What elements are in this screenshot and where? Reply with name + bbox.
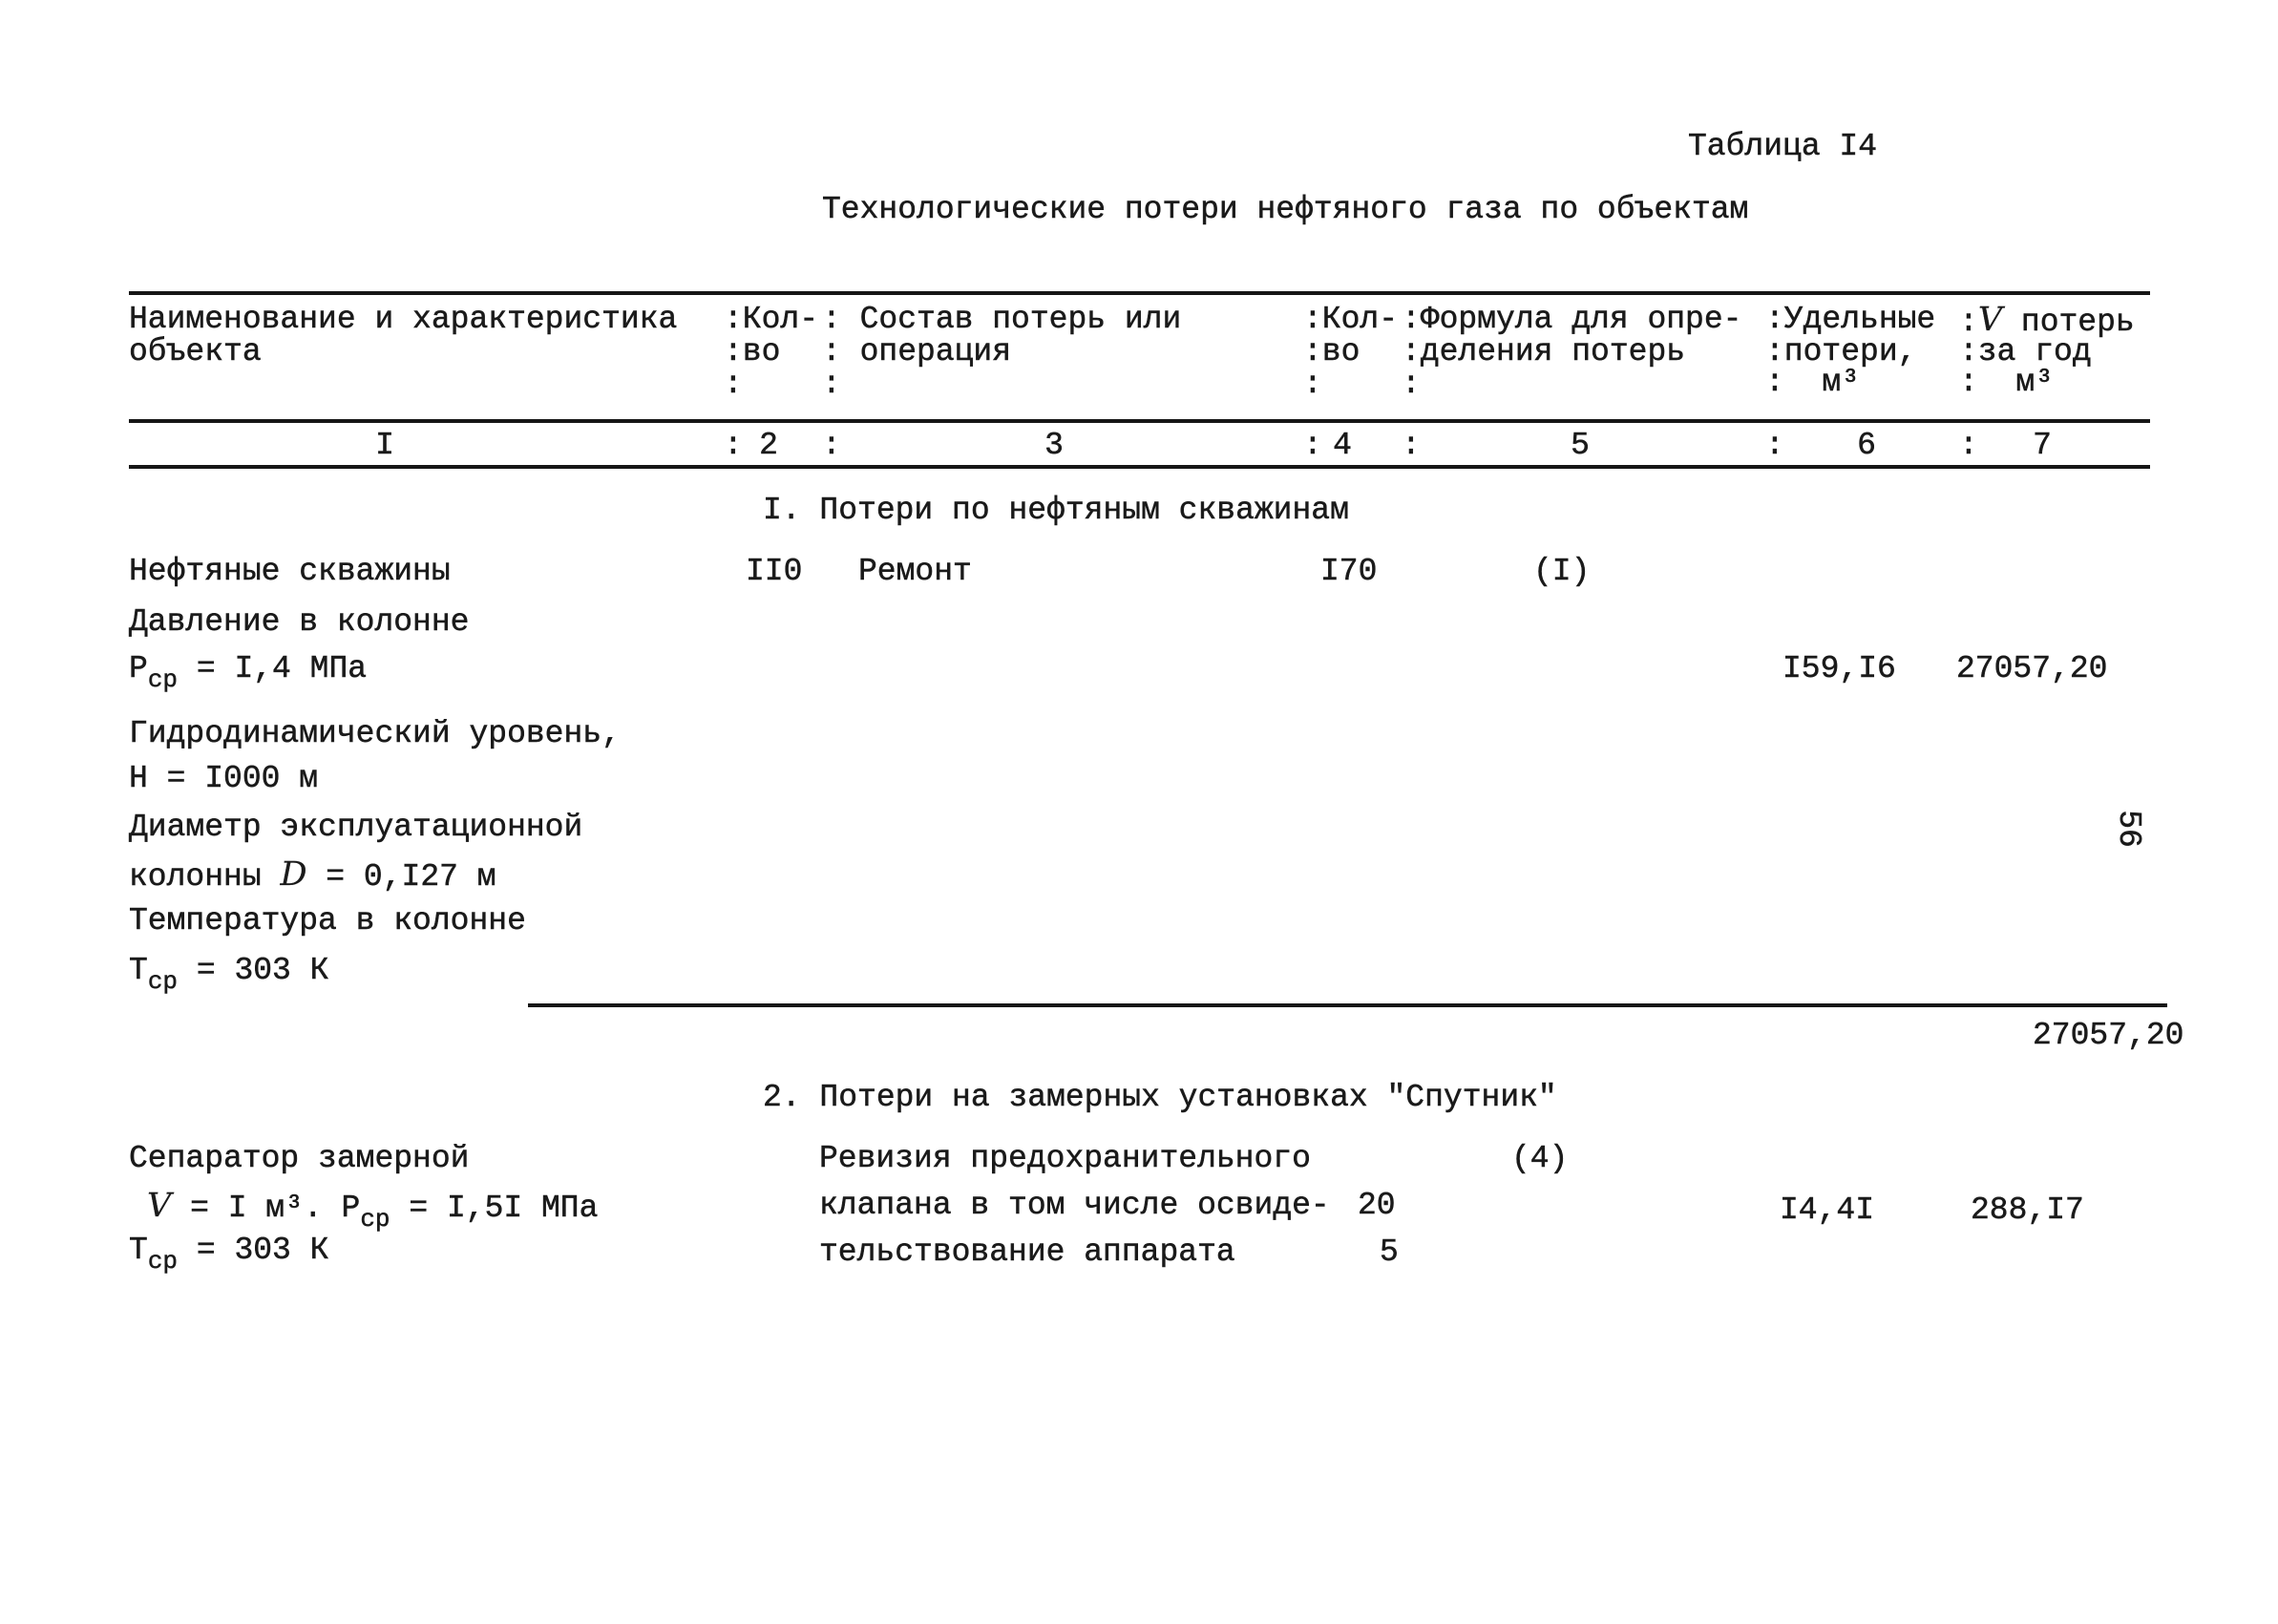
- diameter-prefix: колонны: [129, 859, 281, 895]
- diameter-symbol: D: [280, 855, 307, 894]
- volume-symbol: V: [147, 1187, 172, 1225]
- header-col1-line2: объекта: [129, 334, 262, 369]
- section-1-diameter: [129, 857, 496, 895]
- header-col5-line1: :Формула для опре-: [1402, 302, 1742, 337]
- header-col3-line1: : Состав потерь или: [822, 302, 1182, 337]
- temperature-subscript: ср: [147, 967, 179, 996]
- header-col7-line3: : м³: [1959, 365, 2055, 400]
- header-col5-line2: :деления потерь: [1402, 334, 1686, 369]
- pressure-subscript: ср: [147, 665, 179, 694]
- section-2-operation-count-2: 5: [1380, 1234, 1399, 1270]
- section-2-specific-losses: I4,4I: [1780, 1192, 1875, 1228]
- section-1-heading: I. Потери по нефтяным скважинам: [763, 493, 1349, 528]
- column-number-1: I: [375, 428, 394, 463]
- section-1-formula: (I): [1533, 554, 1591, 589]
- section-1-subtotal: 27057,20: [2033, 1018, 2184, 1053]
- section-1-level-label: Гидродинамический уровень,: [129, 716, 621, 751]
- header-col2-line1: :Кол-: [724, 302, 819, 337]
- section-2-heading: 2. Потери на замерных установках "Спутник": [763, 1080, 1557, 1115]
- params-part2: = I,5I МПа: [390, 1191, 599, 1226]
- pressure-symbol: P: [129, 651, 148, 686]
- header-col7-volume-symbol: V: [1977, 301, 2003, 339]
- column-number-6: 6: [1857, 428, 1876, 463]
- pressure-subscript: ср: [360, 1205, 390, 1234]
- section-1-level: H = I000 м: [129, 761, 319, 796]
- column-number-separator: :: [724, 428, 743, 463]
- header-col7-line1-text: потерь: [2002, 305, 2135, 340]
- column-number-5: 5: [1571, 428, 1590, 463]
- column-number-separator: :: [822, 428, 841, 463]
- header-col4-line3: :: [1303, 367, 1322, 402]
- section-1-temperature-label: Температура в колонне: [129, 903, 526, 939]
- params-part1: = I м³. P: [171, 1191, 361, 1226]
- temperature-symbol: T: [129, 953, 148, 988]
- header-col4-line1: :Кол-: [1303, 302, 1399, 337]
- section-1-object-name: Нефтяные скважины: [129, 554, 451, 589]
- header-col2-line2: :во: [724, 334, 781, 369]
- column-number-separator: :: [1959, 428, 1978, 463]
- header-col1-line1: Наименование и характеристика: [129, 302, 678, 337]
- header-bottom-rule: [129, 419, 2150, 423]
- header-col4-line2: :во: [1303, 334, 1360, 369]
- section-2-formula: (4): [1511, 1141, 1569, 1176]
- header-col6-line2: :потери,: [1765, 334, 1917, 369]
- header-col6-line3: : м³: [1765, 365, 1861, 400]
- header-col7-separator: :: [1959, 305, 1978, 340]
- temperature-value: = 303 К: [178, 1233, 329, 1268]
- section-2-params: [147, 1187, 599, 1234]
- table-label: Таблица I4: [1688, 129, 1878, 164]
- temperature-value: = 303 К: [178, 953, 329, 988]
- header-col7-line2: :за год: [1959, 334, 2092, 369]
- column-number-4: 4: [1333, 428, 1352, 463]
- header-col3-line3: :: [822, 367, 841, 402]
- column-number-2: 2: [759, 428, 778, 463]
- section-2-operation-line3: тельствование аппарата: [819, 1234, 1235, 1270]
- section-1-pressure: [129, 651, 368, 694]
- section-2-operation-count-1: 20: [1358, 1188, 1396, 1223]
- section-1-operation: Ремонт: [858, 554, 972, 589]
- section-2-object-name: Сепаратор замерной: [129, 1141, 470, 1176]
- section-2-operation-line2: клапана в том числе освиде-: [819, 1188, 1330, 1223]
- header-col2-line3: :: [724, 367, 743, 402]
- column-number-separator: :: [1765, 428, 1784, 463]
- header-top-rule: [129, 291, 2150, 295]
- section-1-temperature: [129, 953, 329, 996]
- diameter-value: = 0,I27 м: [306, 859, 496, 895]
- column-number-3: 3: [1044, 428, 1064, 463]
- section-1-diameter-label: Диаметр эксплуатационной: [129, 810, 583, 845]
- temperature-symbol: T: [129, 1233, 148, 1268]
- page-number: 56: [2110, 810, 2146, 848]
- header-col5-line3: :: [1402, 367, 1421, 402]
- section-1-count: II0: [746, 554, 803, 589]
- pressure-value: = I,4 МПа: [178, 651, 368, 686]
- subtotal-rule: [528, 1003, 2167, 1007]
- section-2-temperature: [129, 1233, 329, 1276]
- section-1-annual-losses: 27057,20: [1956, 651, 2108, 686]
- column-numbers-bottom-rule: [129, 465, 2150, 469]
- column-number-7: 7: [2033, 428, 2052, 463]
- temperature-subscript: ср: [147, 1247, 179, 1276]
- section-2-operation-line1: Ревизия предохранительного: [819, 1141, 1311, 1176]
- header-col6-line1: :Удельные: [1765, 302, 1936, 337]
- table-title: Технологические потери нефтяного газа по объектам: [822, 192, 1749, 227]
- section-1-operation-count: I70: [1320, 554, 1378, 589]
- section-2-annual-losses: 288,I7: [1971, 1192, 2084, 1228]
- section-1-pressure-label: Давление в колонне: [129, 604, 470, 640]
- column-number-separator: :: [1303, 428, 1322, 463]
- header-col3-line2: : операция: [822, 334, 1012, 369]
- section-1-specific-losses: I59,I6: [1782, 651, 1896, 686]
- column-number-separator: :: [1402, 428, 1421, 463]
